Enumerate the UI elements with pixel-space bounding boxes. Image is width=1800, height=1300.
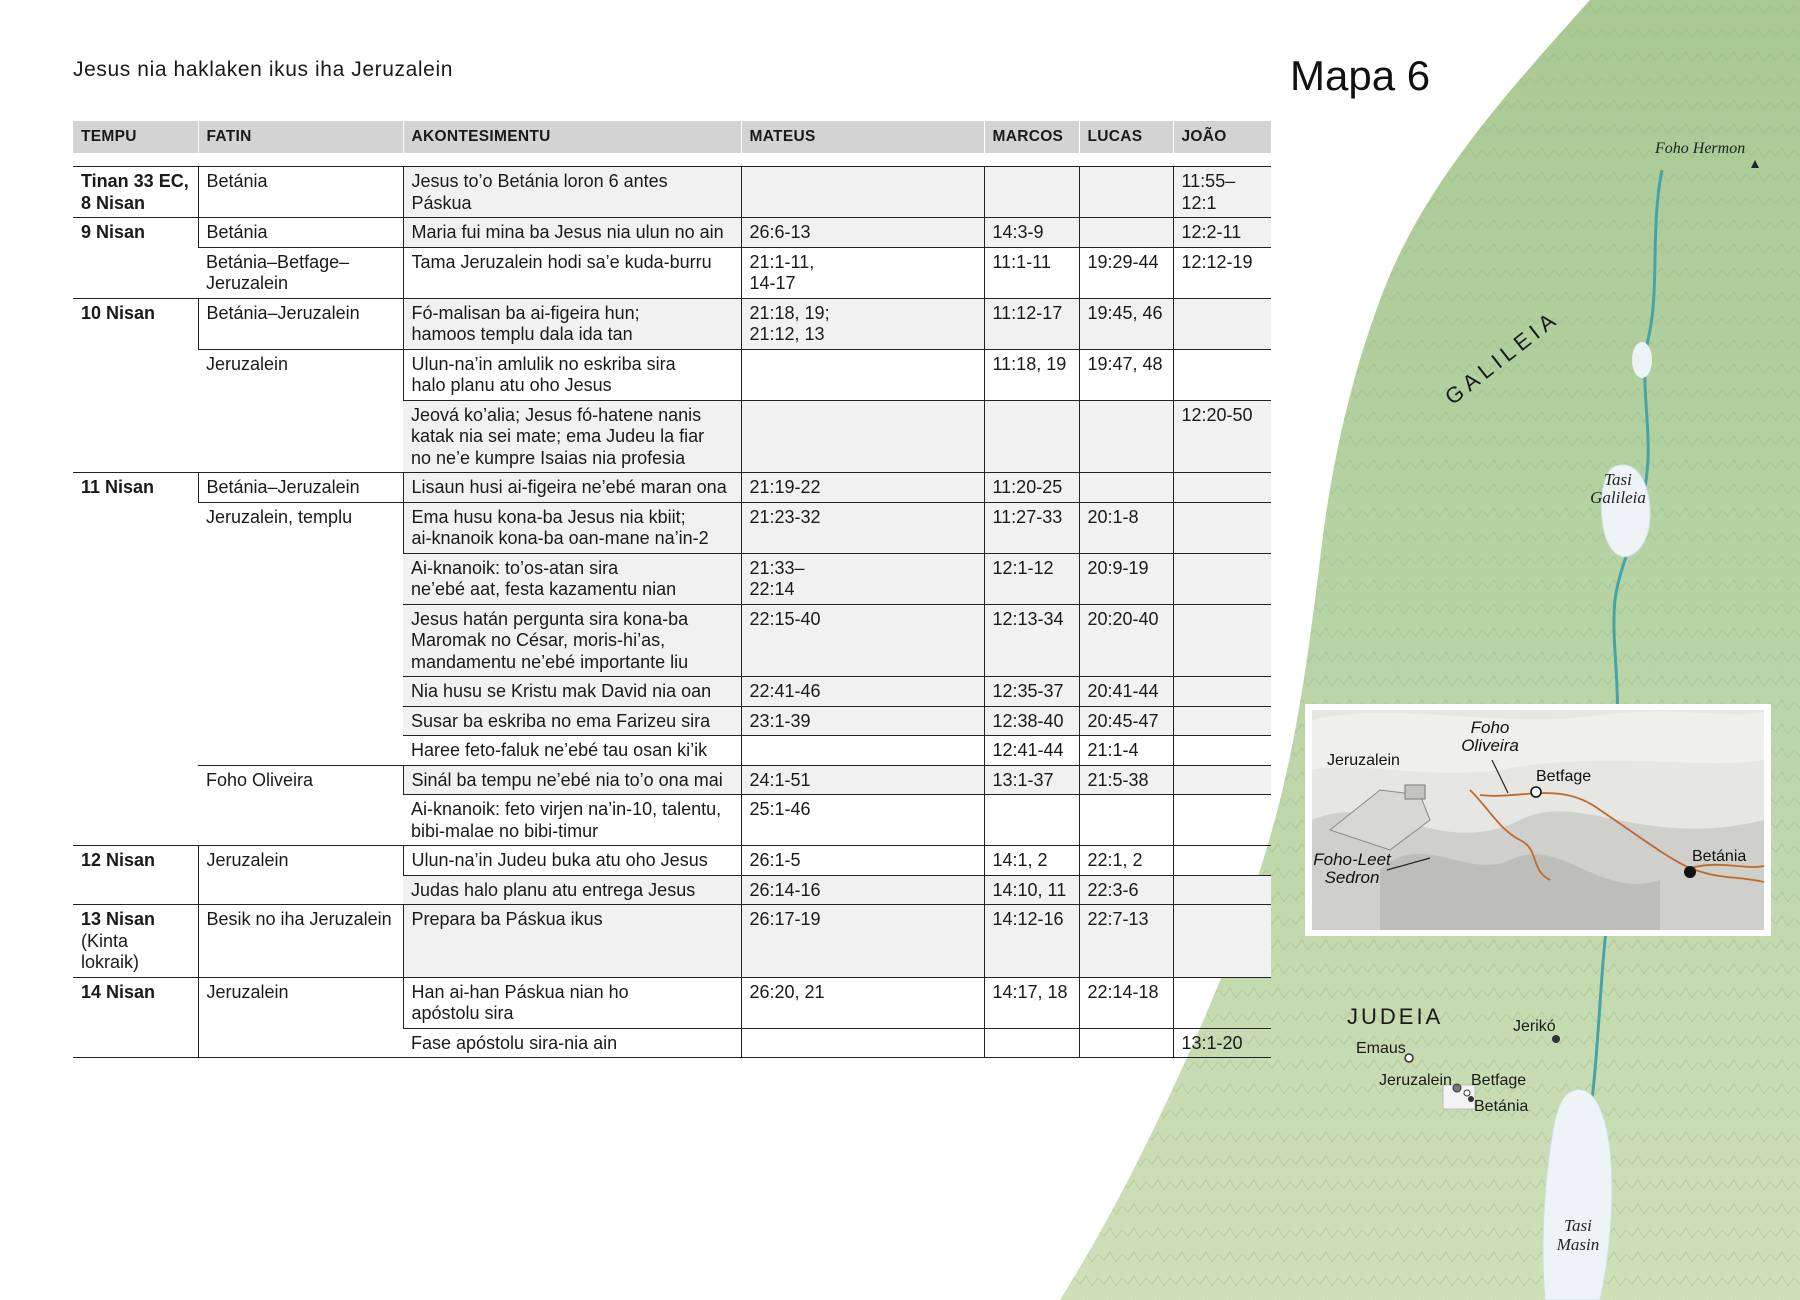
cell-marcos: 11:12-17	[984, 298, 1079, 349]
cell-akontesimentu: Ai-knanoik: feto virjen na’in-10, talentu, bibi-malae no bibi-timur	[403, 795, 741, 846]
label-betania: Betánia	[1474, 1098, 1529, 1115]
cell-marcos	[984, 1028, 1079, 1058]
cell-fatin: Jeruzalein, templu	[198, 502, 403, 765]
cell-joao	[1173, 502, 1271, 553]
cell-akontesimentu: Jeová ko’alia; Jesus fó-hatene nanis katak nia sei mate; ema Judeu la fiar no ne’e kumpre Isaias nia profesia	[403, 400, 741, 473]
col-header-marcos: MARCOS	[984, 121, 1079, 153]
jeruzalein-dot	[1453, 1084, 1461, 1092]
cell-mateus: 24:1-51	[741, 765, 984, 795]
betfage-dot	[1464, 1090, 1470, 1096]
cell-tempu-text: 12 Nisan	[81, 850, 156, 870]
cell-tempu-sub: (Kinta lokraik)	[81, 930, 140, 972]
cell-mateus: 25:1-46	[741, 795, 984, 846]
col-header-joao: JOÃO	[1173, 121, 1271, 153]
jeriko-dot	[1552, 1035, 1560, 1043]
cell-mateus: 26:20, 21	[741, 977, 984, 1028]
cell-lucas: 21:5-38	[1079, 765, 1173, 795]
table-row	[73, 167, 1271, 218]
cell-mateus: 26:14-16	[741, 875, 984, 905]
cell-joao	[1173, 846, 1271, 876]
cell-mateus	[741, 400, 984, 473]
cell-fatin: Betánia–Jeruzalein	[198, 473, 403, 503]
col-header-fatin: FATIN	[198, 121, 403, 153]
label-jeruzalein: Jeruzalein	[1379, 1072, 1452, 1089]
cell-akontesimentu: Tama Jeruzalein hodi sa’e kuda-burru	[403, 247, 741, 298]
cell-tempu-text: 9 Nisan	[81, 222, 146, 242]
cell-lucas: 21:1-4	[1079, 736, 1173, 766]
cell-tempu-text: 10 Nisan	[81, 302, 156, 323]
cell-tempu-text: 11 Nisan	[81, 477, 155, 497]
cell-akontesimentu: Nia husu se Kristu mak David nia oan	[403, 677, 741, 707]
label-tasi-galileia-2: Galileia	[1590, 488, 1646, 507]
cell-fatin: Betánia–Betfage– Jeruzalein	[198, 247, 403, 298]
cell-lucas	[1079, 218, 1173, 248]
inset-view	[1305, 704, 1771, 936]
cell-mateus	[741, 736, 984, 766]
cell-akontesimentu: Ulun-na’in Judeu buka atu oho Jesus	[403, 846, 741, 876]
cell-tempu	[73, 905, 198, 978]
cell-joao	[1173, 977, 1271, 1028]
cell-akontesimentu: Haree feto-faluk ne’ebé tau osan ki’ik	[403, 736, 741, 766]
cell-marcos: 14:12-16	[984, 905, 1079, 978]
cell-marcos	[984, 795, 1079, 846]
cell-akontesimentu: Judas halo planu atu entrega Jesus	[403, 875, 741, 905]
cell-marcos: 12:41-44	[984, 736, 1079, 766]
cell-mateus: 23:1-39	[741, 706, 984, 736]
cell-marcos: 12:13-34	[984, 604, 1079, 677]
cell-lucas	[1079, 473, 1173, 503]
label-tasi-galileia-1: Tasi	[1604, 470, 1632, 489]
map-title: Mapa 6	[1290, 52, 1431, 99]
page-title: Jesus nia haklaken ikus iha Jeruzalein	[73, 58, 454, 81]
cell-fatin: Foho Oliveira	[198, 765, 403, 846]
cell-mateus	[741, 1028, 984, 1058]
label-betfage: Betfage	[1471, 1072, 1527, 1089]
cell-mateus: 26:1-5	[741, 846, 984, 876]
cell-tempu	[73, 473, 198, 846]
table-row	[73, 765, 1271, 795]
col-header-akontesimentu: AKONTESIMENTU	[403, 121, 741, 153]
label-tasi-masin-2: Masin	[1556, 1235, 1600, 1254]
cell-mateus: 26:17-19	[741, 905, 984, 978]
table-row	[73, 349, 1271, 400]
cell-akontesimentu: Jesus hatán pergunta sira kona-ba Maromak no César, moris-hi’as, mandamentu ne’ebé importante liu	[403, 604, 741, 677]
cell-marcos: 12:35-37	[984, 677, 1079, 707]
cell-mateus: 21:1-11, 14-17	[741, 247, 984, 298]
cell-akontesimentu: Prepara ba Páskua ikus	[403, 905, 741, 978]
cell-lucas: 22:3-6	[1079, 875, 1173, 905]
cell-fatin: Jeruzalein	[198, 846, 403, 905]
cell-marcos: 12:38-40	[984, 706, 1079, 736]
label-judeia: JUDEIA	[1347, 1004, 1444, 1029]
cell-akontesimentu: Maria fui mina ba Jesus nia ulun no ain	[403, 218, 741, 248]
cell-marcos: 13:1-37	[984, 765, 1079, 795]
cell-joao	[1173, 875, 1271, 905]
cell-tempu	[73, 218, 198, 299]
cell-tempu	[73, 977, 198, 1058]
cell-joao	[1173, 298, 1271, 349]
cell-mateus: 21:33– 22:14	[741, 553, 984, 604]
cell-marcos: 14:1, 2	[984, 846, 1079, 876]
cell-fatin: Jeruzalein	[198, 977, 403, 1058]
cell-mateus: 22:41-46	[741, 677, 984, 707]
cell-mateus: 21:19-22	[741, 473, 984, 503]
cell-joao	[1173, 604, 1271, 677]
cell-akontesimentu: Susar ba eskriba no ema Farizeu sira	[403, 706, 741, 736]
col-header-lucas: LUCAS	[1079, 121, 1173, 153]
cell-tempu-text: 14 Nisan	[81, 981, 156, 1002]
inset-label-betfage: Betfage	[1536, 768, 1592, 785]
col-header-tempu: TEMPU	[73, 121, 198, 153]
cell-tempu	[73, 298, 198, 473]
cell-fatin: Betánia	[198, 218, 403, 248]
table-row	[73, 473, 1271, 503]
cell-lucas	[1079, 795, 1173, 846]
cell-lucas: 20:1-8	[1079, 502, 1173, 553]
cell-akontesimentu: Lisaun husi ai-figeira ne’ebé maran ona	[403, 473, 741, 503]
cell-marcos: 11:18, 19	[984, 349, 1079, 400]
inset-label-sedron-1: Foho-Leet	[1313, 850, 1391, 869]
label-foho-hermon: Foho Hermon	[1655, 140, 1746, 157]
label-emaus: Emaus	[1356, 1040, 1406, 1057]
cell-lucas: 20:20-40	[1079, 604, 1173, 677]
inset-label-sedron-2: Sedron	[1324, 868, 1380, 887]
cell-lucas: 20:41-44	[1079, 677, 1173, 707]
cell-marcos: 12:1-12	[984, 553, 1079, 604]
cell-marcos: 14:10, 11	[984, 875, 1079, 905]
table-row	[73, 298, 1271, 349]
cell-lucas: 20:9-19	[1079, 553, 1173, 604]
cell-joao	[1173, 736, 1271, 766]
label-jeriko: Jerikó	[1513, 1018, 1556, 1035]
cell-joao: 11:55– 12:1	[1173, 167, 1271, 218]
cell-mateus	[741, 167, 984, 218]
cell-joao	[1173, 473, 1271, 503]
cell-fatin: Betánia–Jeruzalein	[198, 298, 403, 349]
inset-label-betania: Betánia	[1692, 848, 1747, 865]
cell-mateus: 22:15-40	[741, 604, 984, 677]
cell-marcos: 14:3-9	[984, 218, 1079, 248]
cell-tempu	[73, 167, 198, 218]
cell-joao: 12:20-50	[1173, 400, 1271, 473]
cell-mateus: 26:6-13	[741, 218, 984, 248]
cell-tempu-text: Tinan 33 EC, 8 Nisan	[81, 171, 189, 213]
cell-mateus	[741, 349, 984, 400]
inset-label-oliveira-2: Oliveira	[1461, 736, 1519, 755]
cell-akontesimentu: Sinál ba tempu ne’ebé nia to’o ona mai	[403, 765, 741, 795]
cell-joao: 13:1-20	[1173, 1028, 1271, 1058]
cell-joao	[1173, 553, 1271, 604]
cell-lucas: 19:45, 46	[1079, 298, 1173, 349]
cell-tempu-text: 13 Nisan	[81, 909, 156, 929]
cell-fatin: Besik no iha Jeruzalein	[198, 905, 403, 978]
table-row	[73, 905, 1271, 978]
cell-joao: 12:12-19	[1173, 247, 1271, 298]
table-row	[73, 977, 1271, 1028]
cell-marcos	[984, 167, 1079, 218]
cell-akontesimentu: Ema husu kona-ba Jesus nia kbiit; ai-knanoik kona-ba oan-mane na’in-2	[403, 502, 741, 553]
cell-fatin: Jeruzalein	[198, 349, 403, 473]
cell-lucas: 22:1, 2	[1079, 846, 1173, 876]
cell-lucas: 19:29-44	[1079, 247, 1173, 298]
cell-lucas: 20:45-47	[1079, 706, 1173, 736]
cell-akontesimentu: Han ai-han Páskua nian ho apóstolu sira	[403, 977, 741, 1028]
cell-joao	[1173, 349, 1271, 400]
table-header-row	[73, 121, 1271, 153]
events-table	[73, 121, 1271, 1058]
cell-mateus: 21:23-32	[741, 502, 984, 553]
label-galileia: GALILEIA	[1440, 305, 1565, 410]
cell-lucas	[1079, 167, 1173, 218]
table-row	[73, 502, 1271, 553]
cell-akontesimentu: Ulun-na’in amlulik no eskriba sira halo planu atu oho Jesus	[403, 349, 741, 400]
cell-marcos	[984, 400, 1079, 473]
table-row	[73, 218, 1271, 248]
inset-label-foho-1: Foho	[1470, 718, 1510, 737]
cell-joao	[1173, 677, 1271, 707]
emaus-dot	[1405, 1054, 1413, 1062]
table-row	[73, 846, 1271, 876]
cell-lucas: 22:14-18	[1079, 977, 1173, 1028]
cell-joao	[1173, 795, 1271, 846]
cell-akontesimentu: Jesus to’o Betánia loron 6 antes Páskua	[403, 167, 741, 218]
cell-joao: 12:2-11	[1173, 218, 1271, 248]
cell-marcos: 11:1-11	[984, 247, 1079, 298]
cell-akontesimentu: Ai-knanoik: to’os-atan sira ne’ebé aat, festa kazamentu nian	[403, 553, 741, 604]
cell-marcos: 11:27-33	[984, 502, 1079, 553]
cell-fatin: Betánia	[198, 167, 403, 218]
cell-lucas	[1079, 400, 1173, 473]
label-tasi-masin-1: Tasi	[1564, 1216, 1592, 1235]
cell-marcos: 11:20-25	[984, 473, 1079, 503]
cell-tempu	[73, 846, 198, 905]
cell-mateus: 21:18, 19; 21:12, 13	[741, 298, 984, 349]
cell-joao	[1173, 706, 1271, 736]
cell-joao	[1173, 765, 1271, 795]
cell-lucas	[1079, 1028, 1173, 1058]
inset-label-jeruzalein: Jeruzalein	[1327, 752, 1400, 769]
cell-lucas: 22:7-13	[1079, 905, 1173, 978]
col-header-mateus: MATEUS	[741, 121, 984, 153]
cell-marcos: 14:17, 18	[984, 977, 1079, 1028]
cell-joao	[1173, 905, 1271, 978]
cell-akontesimentu: Fase apóstolu sira-nia ain	[403, 1028, 741, 1058]
table-row	[73, 247, 1271, 298]
cell-akontesimentu: Fó-malisan ba ai-figeira hun; hamoos templu dala ida tan	[403, 298, 741, 349]
cell-lucas: 19:47, 48	[1079, 349, 1173, 400]
lake-hula	[1632, 342, 1652, 378]
